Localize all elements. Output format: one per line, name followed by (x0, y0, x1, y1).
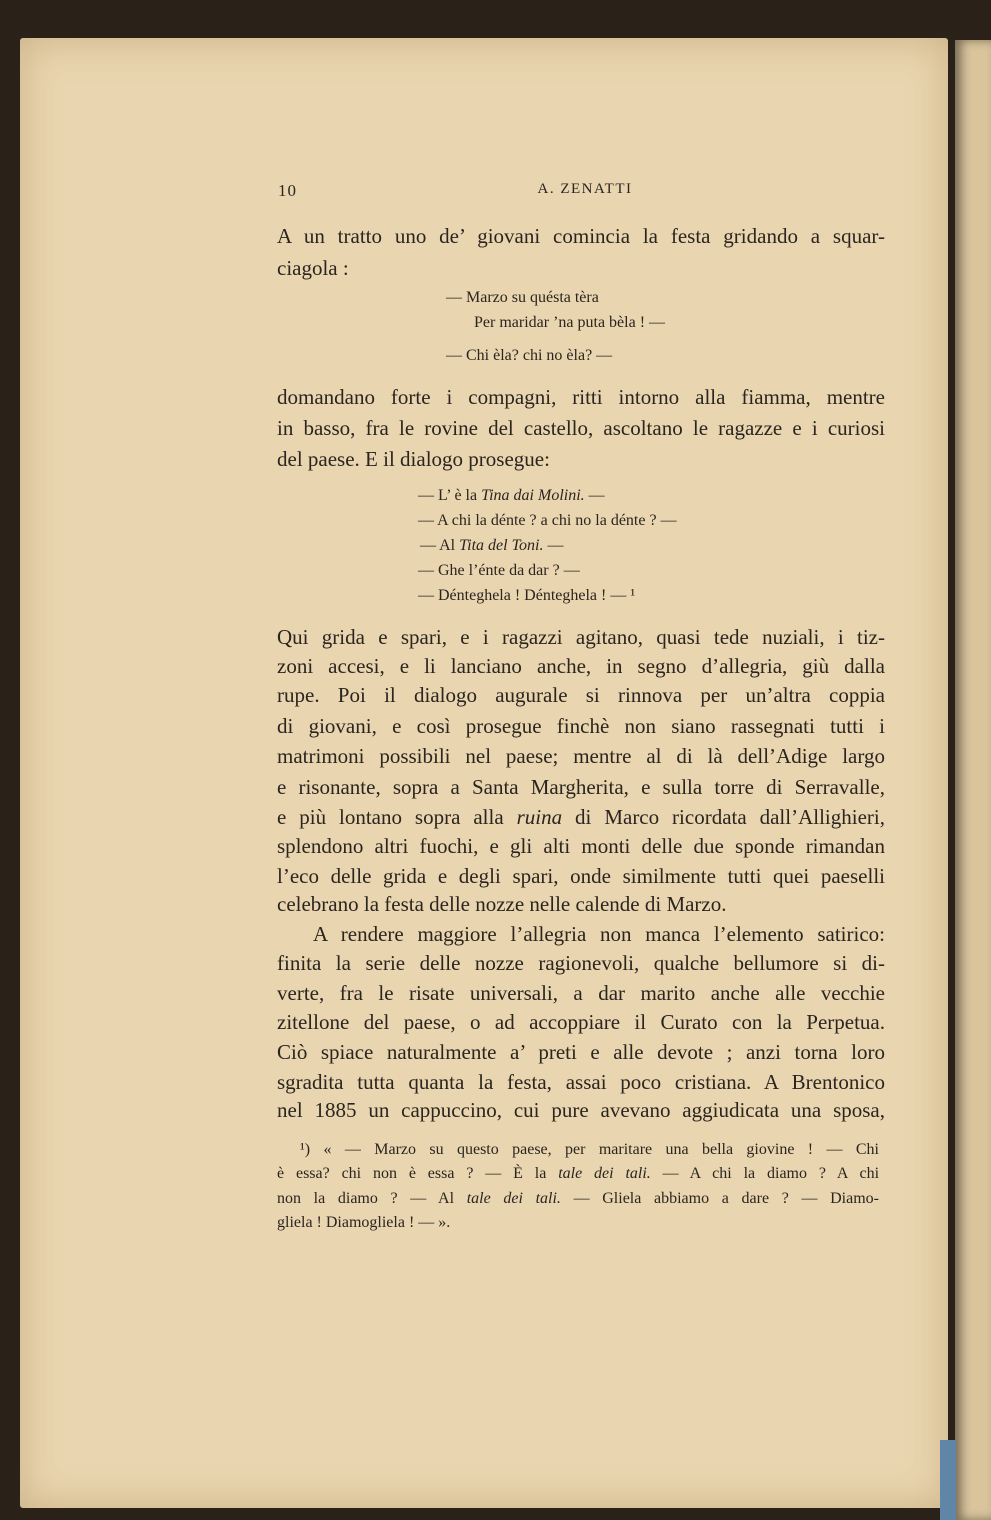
text-line (277, 653, 885, 679)
text-line (313, 921, 885, 947)
text-run: di giovani, e così prosegue finchè non siano rassegnati tutti i (277, 714, 885, 738)
next-page-edge (955, 40, 991, 1520)
text-line (277, 891, 885, 917)
verse-line (420, 536, 563, 556)
text-run: ¹) « — Marzo su questo paese, per maritare una bella giovine ! — Chi (300, 1141, 879, 1158)
text-run: celebrano la festa delle nozze nelle calende di Marzo. (277, 892, 727, 916)
footnote-line (277, 1163, 879, 1185)
text-run: — Al (420, 537, 460, 554)
text-run: — L’ è la (418, 487, 482, 504)
text-line (277, 446, 885, 472)
text-run: — (584, 487, 605, 504)
text-run: — Dénteghela ! Dénteghela ! — ¹ (418, 587, 636, 604)
verse-line (418, 586, 635, 606)
footnote-line (300, 1139, 879, 1161)
text-run: gliela ! Diamogliela ! — ». (277, 1214, 451, 1231)
text-run: matrimoni possibili nel paese; mentre al di là dell’Adige largo (277, 744, 885, 768)
verse-line (418, 561, 580, 581)
text-run: rupe. Poi il dialogo augurale si rinnova per un’altra coppia (277, 683, 885, 707)
italic-text: Tita del Toni. (459, 537, 544, 554)
text-run: finita la serie delle nozze ragionevoli, qualche bellumore si di- (277, 951, 885, 975)
text-line (277, 713, 885, 739)
text-line (277, 804, 885, 830)
text-run: verte, fra le risate universali, a dar marito anche alle vecchie (277, 981, 885, 1005)
text-line (277, 1009, 885, 1035)
footnote-line (277, 1212, 879, 1234)
text-run: ciagola : (277, 256, 349, 280)
text-run: è essa? chi non è essa ? — È la (277, 1165, 559, 1182)
text-line (277, 980, 885, 1006)
text-line (277, 1069, 885, 1095)
text-run: A rendere maggiore l’allegria non manca l’elemento satirico: (313, 922, 885, 946)
text-run: — Marzo su quésta tèra (446, 289, 599, 306)
running-head: A. ZENATTI (537, 181, 633, 197)
verse-line (418, 486, 605, 506)
text-run: del paese. E il dialogo prosegue: (277, 447, 550, 471)
text-run: domandano forte i compagni, ritti intorno alla fiamma, mentre (277, 385, 885, 409)
text-line (277, 863, 885, 889)
text-run: — A chi la dénte ? a chi no la dénte ? — (418, 512, 677, 529)
text-line (277, 223, 885, 249)
italic-text: Tina dai Molini. (481, 487, 585, 504)
text-line (277, 743, 885, 769)
text-run: l’eco delle grida e degli spari, onde similmente tutti quei paeselli (277, 864, 885, 888)
text-run: — Ghe l’énte da dar ? — (418, 562, 580, 579)
text-run: e più lontano sopra alla (277, 805, 517, 829)
text-run: sgradita tutta quanta la festa, assai poco cristiana. A Brentonico (277, 1070, 885, 1094)
text-run: in basso, fra le rovine del castello, ascoltano le ragazze e i curiosi (277, 416, 885, 440)
footnote-line (277, 1188, 879, 1210)
verse-line (446, 288, 599, 308)
verse-line (446, 346, 612, 366)
text-line (277, 624, 885, 650)
text-run: zitellone del paese, o ad accoppiare il Curato con la Perpetua. (277, 1010, 885, 1034)
text-run: — Chi èla? chi no èla? — (446, 347, 613, 364)
text-line (277, 1097, 885, 1123)
text-run: non la diamo ? — Al (277, 1190, 467, 1207)
verse-line (418, 511, 677, 531)
page-number: 10 (278, 181, 297, 200)
text-run: splendono altri fuochi, e gli alti monti delle due sponde rimandan (277, 834, 885, 858)
text-run: nel 1885 un cappuccino, cui pure avevano aggiudicata una sposa, (277, 1098, 885, 1122)
text-line (277, 950, 885, 976)
text-run: — A chi la diamo ? A chi (650, 1165, 880, 1182)
text-run: A un tratto uno de’ giovani comincia la festa gridando a squar- (277, 224, 885, 248)
text-line (277, 1039, 885, 1065)
text-run: — (543, 537, 564, 554)
text-run: Qui grida e spari, e i ragazzi agitano, quasi tede nuziali, i tiz- (277, 625, 885, 649)
text-line (277, 415, 885, 441)
text-line (277, 774, 885, 800)
text-line (277, 384, 885, 410)
text-run: zoni accesi, e li lanciano anche, in segno d’allegria, giù dalla (277, 654, 885, 678)
text-line (277, 682, 885, 708)
verse-line (474, 313, 665, 333)
text-line (277, 255, 885, 281)
italic-text: tale dei tali. (466, 1190, 561, 1207)
text-run: Per maridar ’na puta bèla ! — (474, 314, 666, 331)
text-run: e risonante, sopra a Santa Margherita, e sulla torre di Serravalle, (277, 775, 885, 799)
italic-text: ruina (516, 805, 563, 829)
text-run: — Gliela abbiamo a dare ? — Diamo- (560, 1190, 879, 1207)
text-line (277, 833, 885, 859)
italic-text: tale dei tali. (558, 1165, 651, 1182)
text-run: di Marco ricordata dall’Allighieri, (562, 805, 885, 829)
text-run: Ciò spiace naturalmente a’ preti e alle devote ; anzi torna loro (277, 1040, 885, 1064)
bookmark-tab (940, 1440, 956, 1520)
